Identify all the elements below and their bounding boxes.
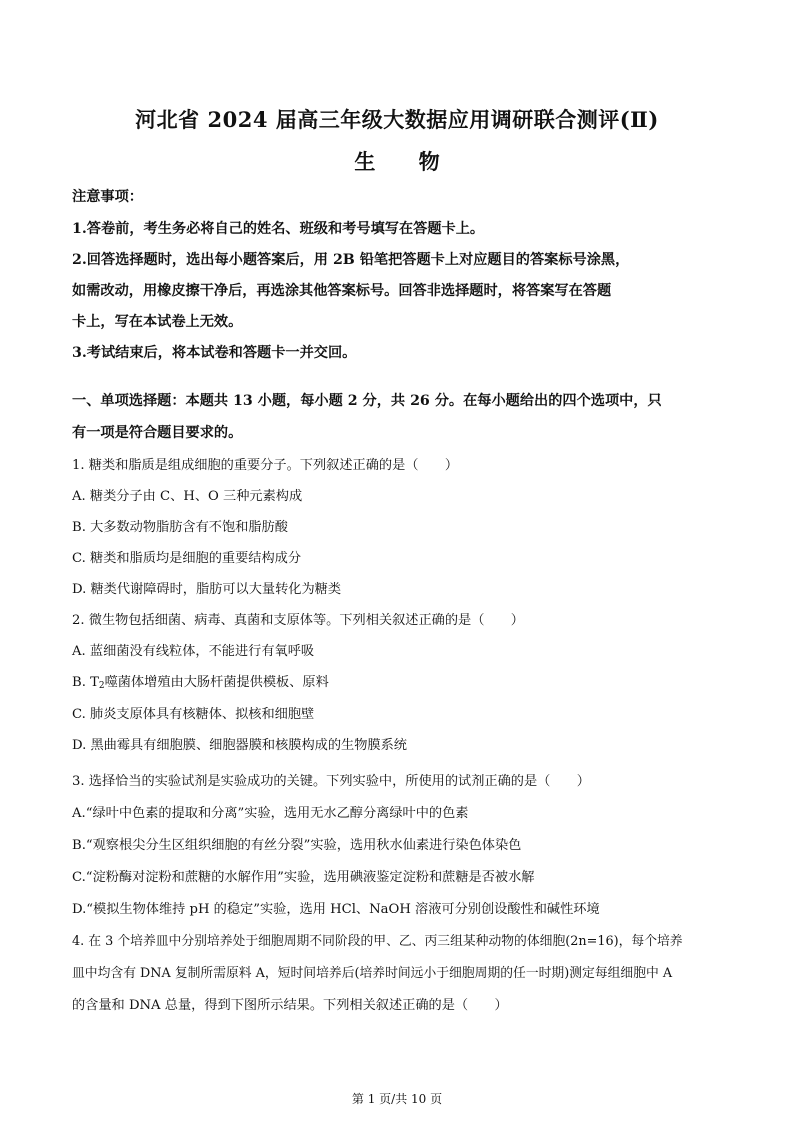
- question-2-option-b: [72, 671, 329, 691]
- notice-item-2-line-3: 卡上，写在本试卷上无效。: [72, 314, 243, 330]
- notice-item-2-line-2: 如需改动，用橡皮擦干净后，再选涂其他答案标号。回答非选择题时，将答案写在答题: [72, 283, 612, 299]
- section-1-heading-cont: 有一项是符合题目要求的。: [72, 425, 243, 441]
- question-2-option-d: D. 黑曲霉具有细胞膜、细胞器膜和核膜构成的生物膜系统: [72, 738, 407, 753]
- question-1-stem: 1. 糖类和脂质是组成细胞的重要分子。下列叙述正确的是（ ）: [72, 458, 459, 473]
- question-3-option-c: C.“淀粉酶对淀粉和蔗糖的水解作用”实验，选用碘液鉴定淀粉和蔗糖是否被水解: [72, 870, 535, 885]
- question-3-option-b: B.“观察根尖分生区组织细胞的有丝分裂”实验，选用秋水仙素进行染色体染色: [72, 838, 522, 853]
- question-2-option-a: A. 蓝细菌没有线粒体，不能进行有氧呼吸: [72, 644, 315, 659]
- question-4-stem-line-1: 4. 在 3 个培养皿中分别培养处于细胞周期不同阶段的甲、乙、丙三组某种动物的体细胞(2n=16)，每个培养: [72, 934, 683, 949]
- notice-item-3: 3.考试结束后，将本试卷和答题卡一并交回。: [72, 345, 357, 361]
- section-1-heading: 一、单项选择题：本题共 13 小题，每小题 2 分，共 26 分。在每小题给出的四个选项中，只: [72, 393, 662, 409]
- question-1-option-d: D. 糖类代谢障碍时，脂肪可以大量转化为糖类: [72, 582, 342, 597]
- question-2-option-b-prefix: B. T: [72, 675, 99, 690]
- page-number: 第 1 页/共 10 页: [351, 1092, 443, 1106]
- question-4-stem-line-2: 皿中均含有 DNA 复制所需原料 A，短时间培养后(培养时间远小于细胞周期的任一时期)测定每组细胞中 A: [72, 966, 673, 981]
- question-1-option-a: A. 糖类分子由 C、H、O 三种元素构成: [72, 489, 303, 504]
- exam-title: 河北省 2024 届高三年级大数据应用调研联合测评(Ⅱ): [135, 107, 659, 132]
- notice-heading: 注意事项：: [72, 189, 143, 205]
- question-3-option-d: D.“模拟生物体维持 pH 的稳定”实验，选用 HCl、NaOH 溶液可分别创设酸性和碱性环境: [72, 902, 600, 917]
- question-3-option-a: A.“绿叶中色素的提取和分离”实验，选用无水乙醇分离绿叶中的色素: [72, 806, 469, 821]
- question-2-stem: 2. 微生物包括细菌、病毒、真菌和支原体等。下列相关叙述正确的是（ ）: [72, 613, 524, 628]
- question-2-option-b-subscript: 2: [98, 681, 105, 691]
- subject-title: 生 物: [354, 149, 458, 174]
- question-2-option-b-text: 噬菌体增殖由大肠杆菌提供模板、原料: [104, 675, 329, 690]
- question-4-stem-line-3: 的含量和 DNA 总量，得到下图所示结果。下列相关叙述正确的是（ ）: [72, 998, 508, 1013]
- question-2-option-c: C. 肺炎支原体具有核糖体、拟核和细胞壁: [72, 707, 315, 722]
- notice-item-2-line-1: 2.回答选择题时，选出每小题答案后，用 2B 铅笔把答题卡上对应题目的答案标号涂黑，: [72, 252, 630, 268]
- question-1-option-c: C. 糖类和脂质均是细胞的重要结构成分: [72, 551, 302, 566]
- notice-item-1: 1.答卷前，考生务必将自己的姓名、班级和考号填写在答题卡上。: [72, 221, 485, 237]
- question-1-option-b: B. 大多数动物脂肪含有不饱和脂肪酸: [72, 520, 288, 535]
- question-3-stem: 3. 选择恰当的实验试剂是实验成功的关键。下列实验中，所使用的试剂正确的是（ ）: [72, 774, 590, 789]
